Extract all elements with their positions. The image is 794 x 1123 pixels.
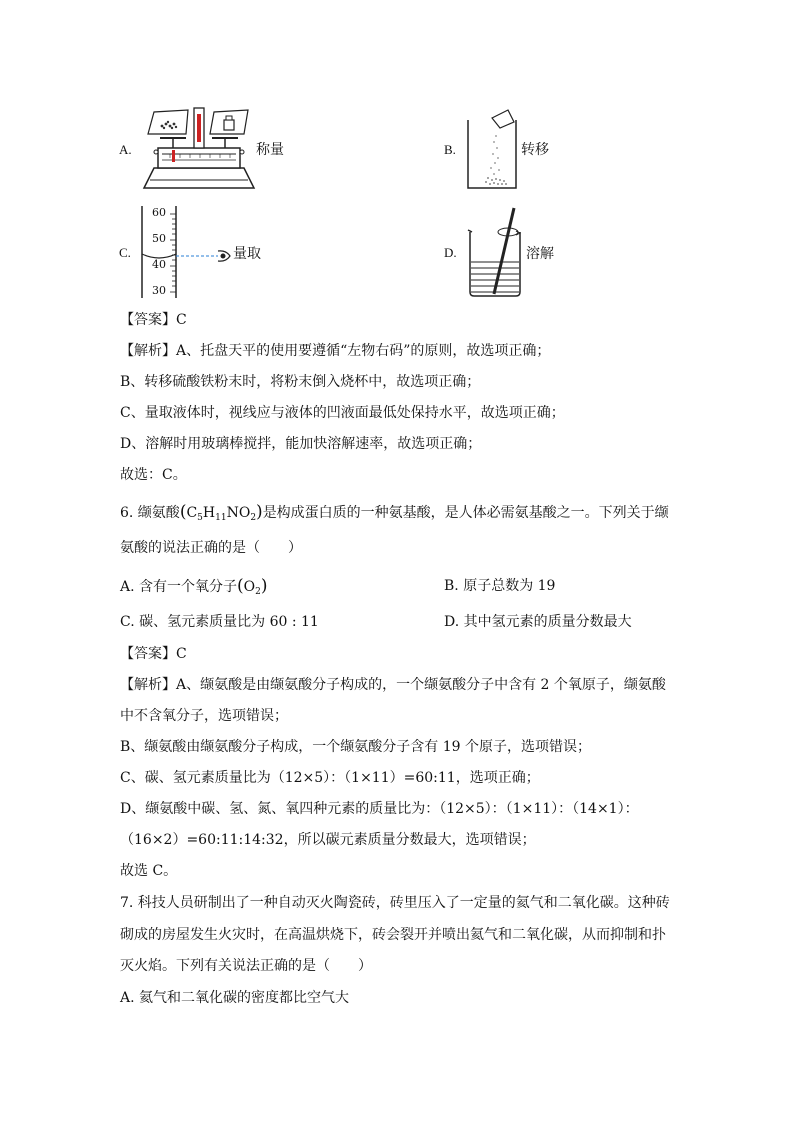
option-c-letter: C.: [119, 245, 131, 260]
option-a-caption: 称量: [256, 142, 284, 158]
balance-figure: [140, 100, 258, 192]
q7-stem-line-1: 7. 科技人员研制出了一种自动灭火陶瓷砖，砖里压入了一定量的氦气和二氧化碳。这种砖: [120, 895, 670, 911]
q5-analysis-line-1: 【解析】A、托盘天平的使用要遵循“左物右码”的原则，故选项正确；: [120, 343, 551, 359]
q6-analysis-line-7: 故选 C。: [120, 863, 178, 879]
q6-option-b: B. 原子总数为 19: [444, 578, 556, 594]
q5-answer: 【答案】C: [120, 312, 187, 328]
q6-option-c: C. 碳、氢元素质量比为 60 : 11: [120, 614, 319, 630]
q5-analysis-line-5: 故选：C。: [120, 467, 187, 483]
q6-stem-line-1: 6. 缬氨酸$(C_5H_{11}NO_2)$是构成蛋白质的一种氨基酸，是人体必需氨基酸之一。下列关于缬: [120, 502, 669, 523]
q5-analysis-line-3: C、量取液体时，视线应与液体的凹液面最低处保持水平，故选项正确；: [120, 405, 565, 421]
beaker-stir-figure: [466, 206, 526, 298]
graduated-cylinder-figure: [138, 206, 234, 298]
q6-analysis-line-4: C、碳、氢元素质量比为（12×5）：（1×11）=60:11，选项正确；: [120, 770, 540, 786]
q5-analysis-line-4: D、溶解时用玻璃棒搅拌，能加快溶解速率，故选项正确；: [120, 436, 482, 452]
q7-stem-line-2: 砌成的房屋发生火灾时，在高温烘烧下，砖会裂开并喷出氦气和二氧化碳，从而抑制和扑: [120, 927, 666, 943]
option-d-caption: 溶解: [526, 246, 554, 262]
q6-analysis-line-6: （16×2）=60:11:14:32，所以碳元素质量分数最大，选项错误；: [120, 832, 536, 848]
q6-analysis-line-5: D、缬氨酸中碳、氢、氮、氧四种元素的质量比为：（12×5）：（1×11）：（14×1）：: [120, 801, 639, 817]
option-d-letter: D.: [444, 245, 457, 260]
option-b-letter: B.: [444, 142, 456, 157]
beaker-transfer-figure: [464, 108, 522, 190]
option-a-letter: A.: [119, 142, 132, 157]
q6-analysis-line-2: 中不含氧分子，选项错误；: [120, 708, 288, 724]
tick-label-40: 40: [152, 258, 166, 271]
q7-stem-line-3: 灭火焰。下列有关说法正确的是（ ）: [120, 958, 372, 974]
option-c-caption: 量取: [233, 246, 261, 262]
q6-analysis-line-3: B、缬氨酸由缬氨酸分子构成，一个缬氨酸分子含有 19 个原子，选项错误；: [120, 739, 592, 755]
q6-option-a: A. 含有一个氧分子$(O_2)$: [120, 576, 268, 597]
option-b-caption: 转移: [521, 142, 549, 158]
q6-analysis-line-1: 【解析】A、缬氨酸是由缬氨酸分子构成的，一个缬氨酸分子中含有 2 个氧原子，缬氨酸: [120, 677, 666, 693]
q6-stem-line-2: 氨酸的说法正确的是（ ）: [120, 540, 302, 556]
tick-label-30: 30: [152, 284, 166, 297]
q5-analysis-line-2: B、转移硫酸铁粉末时，将粉末倒入烧杯中，故选项正确；: [120, 374, 481, 390]
tick-label-50: 50: [152, 232, 166, 245]
q6-answer: 【答案】C: [120, 646, 187, 662]
q7-option-a: A. 氦气和二氧化碳的密度都比空气大: [120, 990, 350, 1006]
q6-option-d: D. 其中氢元素的质量分数最大: [444, 614, 632, 630]
tick-label-60: 60: [152, 206, 166, 219]
valine-formula: $C_5H_{11}NO_2$: [186, 505, 257, 523]
